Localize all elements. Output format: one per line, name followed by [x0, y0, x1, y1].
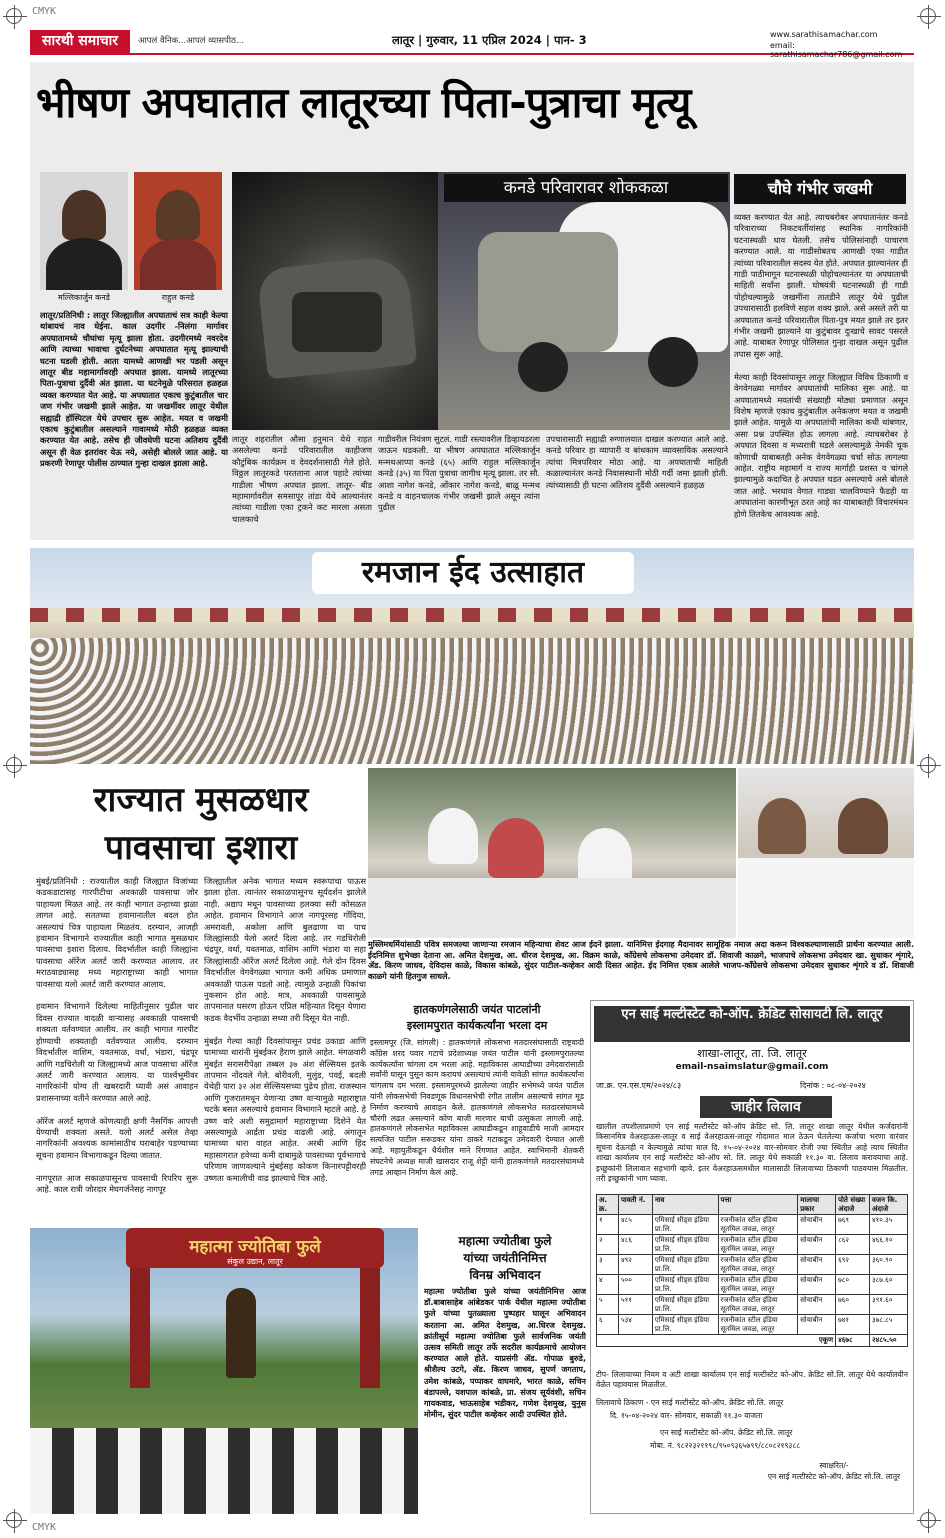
banner-grief: कनडे परिवारावर शोककळा — [444, 174, 728, 202]
website-link[interactable]: www.sarathisamachar.com — [770, 30, 878, 39]
table-cell: २ — [597, 1235, 619, 1255]
credit-venue: लिलावाचे ठिकाण - एन साई मल्टीस्टेट को-ऑप. क्रेडिट सो.लि. लातूर — [596, 1398, 784, 1407]
masthead — [30, 30, 914, 59]
table-row — [597, 1275, 908, 1295]
registration-mark-icon — [6, 1512, 22, 1528]
table-cell: ४९२ — [618, 1255, 652, 1275]
table-cell: ७८० — [836, 1275, 870, 1295]
table-row — [597, 1295, 908, 1315]
credit-date: दिनांक : ०८-०४-२०२४ — [800, 1081, 866, 1090]
table-cell: रजनीकांत स्टील इंडिया सूतमिल जवळ, लातूर — [718, 1295, 798, 1315]
table-cell: सोयाबीन — [798, 1315, 836, 1335]
table-cell: ६९२ — [836, 1255, 870, 1275]
credit-note: टीप- लिलावाच्या नियम व अटी शाखा कार्यालय एन साई मल्टीस्टेट को-ऑप. क्रेडिट सो.लि. लातूर येथे कार्यालयीन वेळेत पहावयास मिळतील. — [596, 1370, 908, 1390]
table-cell: ३८७.६० — [870, 1275, 908, 1295]
jayant-headline-line1: हातकणंगलेसाठी जयंत पाटलांनी — [413, 1003, 541, 1016]
registration-mark-icon — [920, 757, 936, 773]
th-address: पत्ता — [718, 1195, 798, 1215]
table-cell: रजनीकांत स्टील इंडिया सूतमिल जवळ, लातूर — [718, 1215, 798, 1235]
table-cell: ३९१.६० — [870, 1295, 908, 1315]
th-name: नाव — [652, 1195, 718, 1215]
registration-mark-icon — [920, 1512, 936, 1528]
table-cell: ६ — [597, 1315, 619, 1335]
phule-headline-line3: विनम्र अभिवादन — [469, 1268, 541, 1282]
phule-arch-subtext: संकुल उद्यान, लातूर — [227, 1257, 283, 1266]
tagline: आपलं वैनिक...आपलं व्यासपीठ... — [138, 36, 245, 46]
accident-col3: गाडीवरील नियंत्रण सुटलं. गाडी रस्त्यावरील डिव्हायडरला जाऊन धडकली. या भीषण अपघातात मल्लिकार्जुन मन्मथआप्पा कनडे (६५) आणि राहुल मल्लिकार्जुन कनडे (३५) या पिता पुत्राचा जागीच मृत्यू झाला. तर सौ. आशा नागेश कनडे, ओंकार नागेश कनडे, बाळू मन्मथ कनडे व वाहनचालक गंभीर जखमी झाले असून त्यांना पुढील — [378, 434, 540, 513]
table-cell: ३७८.८५ — [870, 1315, 908, 1335]
table-cell: ८६२ — [836, 1235, 870, 1255]
table-cell: ५ — [597, 1295, 619, 1315]
dateline: लातूर | गुरुवार, 11 एप्रिल 2024 | पान- 3 — [392, 33, 587, 47]
table-total-weight: २४८५.५० — [870, 1335, 908, 1347]
table-cell: १ — [597, 1215, 619, 1235]
credit-body: खालील तपशीलाप्रमाणे एन साई मल्टीस्टेट को-ऑप क्रेडिट सो. लि. लातूर शाखा लातूर येथील कर्जदारांनी किसानमित्र वेअरहाऊस-लातूर व साई वेअरहाऊस-लातूर गोदामात माल ठेऊन घेतलेल्या कर्जाचा भरणा वारंवार सूचना देऊनही न केल्यामुळे त्यांचा माल दि. १५-०४-२०२४ वार-सोमवार रोजी ज्या स्थितीत आहे त्याच स्थितीत शाखा कार्यालय एन साई मल्टीस्टेट को-ऑप सो. लि. लातूर येथे सकाळी ११.३० वा. लिलाव करावयाचा आहे. इच्छुकांनी लिलावात सहभागी व्हावे. इतर वेअरहाऊसमधील मालासाठी लिलावाच्या ठिकाणी पाठवयास मिळतील. तरी इच्छुकांनी भाग घ्यावा. — [596, 1122, 908, 1184]
phule-body: महात्मा ज्योतीबा फुले यांच्या जयंतीनिमित्त आज डॉ.बाबासाहेब आंबेडकर पार्क येथील महात्मा ज्योतीबा फुले यांच्या पुतळ्याला पुष्पहार घालून अभिवादन करताना आ. अमित देशमुख, आ.धिरज देशमुख. क्रांतीसूर्य महात्मा ज्योतिबा फुले सार्वजनिक जयंती उत्सव समिती लातूर तर्फे सदरील कार्यक्रमाचे आयोजन करण्यात आले होते. याप्रसंगी ॲड. गोपाळ बुरुडे, श्रीशैल्य उटगे, ॲड. किरण जाधव, सुपर्ण जगताप, उमेश कांबळे, पप्पाकर वाघमारे, भारत काळे, सचिन बंडापल्ले, यशपाल कांबळे, प्रा. संजय सूर्यवंशी, सचिन गायकवाड, भाऊसाहेब भडीकर, गणेश देशमुख, युनुस मोमीन, सुंदर पाटील कव्हेकर आदी उपस्थित होते. — [424, 1287, 586, 1420]
th-receipt: पावती नं. — [618, 1195, 652, 1215]
accident-col1: लातूर/प्रतिनिधी : लातूर जिल्ह्यातील अपघाताचं सत्र काही केल्या थांबायचं नाव घेईना. काल उदगीर -निलंगा मार्गावर अपघातामध्ये चौघांचा मृत्यू झाला होता. उदगीरमध्ये नवरदेव आणि त्याच्या भावाचा दुर्घटनेच्या अपघातात मृत्यू झाल्याची घटना घडली होती. आता यामध्ये आणखी भर पडली असून लातूर बीड महामार्गावरही अपघात झाला. यामध्ये लातूरच्या पिता-पुत्राचा दुर्दैवी अंत झाला. या घटनेमुळे परिसरात हळहळ व्यक्त करण्यात येत आहे. या अपघातात एकाच कुटुंबातील चार जण गंभीर जखमी झाले आहेत. या जखमींवर लातूर येथील सह्याद्री हॉस्पिटल येथे उपचार सुरू आहेत. मयत व जखमी एकाच कुटुंबातील असल्याने गावामध्ये मोठी हळहळ व्यक्त करण्यात येत आहे. तसेच ही जीवघेणी घटना अतिशय दुर्दैवी असून ही वेळ इतरांवर येऊ नये, असेही बोलले जात आहे. या प्रकरणी रेणापूर पोलीस ठाण्यात गुन्हा दाखल झाला आहे. — [40, 310, 228, 469]
table-cell: ५०० — [618, 1275, 652, 1295]
rain-headline-line1: राज्यात मुसळधार — [93, 780, 309, 820]
phule-arch-text: महात्मा ज्योतिबा फुले — [189, 1237, 321, 1257]
portrait-caption-rahul: राहुल कनडे — [161, 293, 195, 302]
jayant-headline-line2: इस्लामपुरात कार्यकर्त्यांना भरला दम — [406, 1019, 548, 1032]
table-cell: ४८५ — [618, 1215, 652, 1235]
table-row — [597, 1255, 908, 1275]
table-cell: एमिसाई सीड्स इंडिया प्रा.लि. — [652, 1215, 718, 1235]
eid-caption: मुस्लिमधर्मियांसाठी पवित्र समजल्या जाणाऱ्या रमजान महिन्याचा शेवट आज ईदने झाला. यानिमित्त ईदगाह मैदानावर सामूहिक नमाज अदा करून विश्वकल्याणासाठी प्रार्थना करण्यात आली. ईदनिमित्त शुभेच्छा देताना आ. अमित देशमुख, आ. धीरज देशमुख, आ. विक्रम काळे, काँग्रेसचे लोकसभा उमेदवार डॉ. शिवाजी काळगे, भाजपाचे लोकसभा उमेदवार खा. सुधाकर शृंगारे, ॲड. किरण जाधव, देविदास काळे, विकास कांबळे, सुंदर पाटील-कव्हेकर आदी दिसत आहेत. ईद निमित्त एकत्र आलेले भाजप-काँग्रेसचे लोकसभा उमेदवार सुधाकर शृंगारे व डॉ. शिवाजी काळगे यांनी हितगुज साधले. — [368, 940, 914, 981]
credit-title: एन साई मल्टीस्टेट को-ऑप. क्रेडिट सोसायटी लि. लातूर — [594, 1006, 910, 1042]
table-cell: ७६० — [836, 1295, 870, 1315]
credit-ref-no: जा.क्र. एन.एस.एम/२०२४/८३ — [596, 1081, 682, 1090]
credit-auction-table — [596, 1194, 908, 1347]
table-total-bags: ४६७८ — [836, 1335, 870, 1347]
accident-headline: भीषण अपघातात लातूरच्या पिता-पुत्राचा मृत्यू — [36, 78, 691, 127]
table-cell: ४ — [597, 1275, 619, 1295]
eid-greeting-photo-1 — [368, 768, 736, 938]
accident-photo-night — [232, 172, 438, 430]
table-cell: एमिसाई सीड्स इंडिया प्रा.लि. — [652, 1295, 718, 1315]
portrait-rahul — [134, 172, 222, 290]
credit-phone: मोबा. नं. ९८२२३२११९८/९५०९३६५७९९/८८०८२१९३८८ — [650, 1441, 801, 1450]
th-bags: पोते संख्या अंदाजे — [836, 1195, 870, 1215]
table-cell: रजनीकांत स्टील इंडिया सूतमिल जवळ, लातूर — [718, 1255, 798, 1275]
cmyk-mark-bottom: CMYK — [32, 1522, 57, 1533]
table-row — [597, 1235, 908, 1255]
eid-greeting-photo-2 — [738, 768, 914, 938]
table-cell: ७६९ — [836, 1215, 870, 1235]
credit-email[interactable]: email-nsaimslatur@gmail.com — [675, 1062, 829, 1072]
jayant-body: इस्लामपूर (जि. सांगली) : हातकणंगले लोकसभा मतदारसंघासाठी राष्ट्रवादी काँग्रेस शरद पवार गटाचे प्रदेशाध्यक्ष जयंत पाटील यांनी इस्लामपुरातल्या कार्यकर्त्यांना चांगला दम भरला आहे. महाविकास आघाडीच्या उमेदवारांसाठी सर्वांनी घासून पुसून काम करायचं असल्याचं त्यांनी यावेळी सांगत कार्यकर्त्यांना चांगलाच दम भरला. इस्लामपूरमध्ये झालेल्या जाहीर सभेमध्ये जयंत पाटील यांनी लोकसभेची निवडणूक विधानसभेची रंगीत तालीम असल्याचे सांगत मूड निर्माण करण्याचे आवाहन केले. हातकणंगले लोकसभेत मतदारसंघामध्ये चौरंगी लढत असल्याने कोण बाजी मारणार याची उत्सुकता लागली आहे. हातकणंगले लोकसभेत महाविकास आघाडीकडून शाहूवाडीचे माजी आमदार सत्यजित पाटील सरूडकर यांना ठाकरे गटाकडून उमेदवारी देण्यात आली आहे. महायुतीकडून धैर्यशील माने रिंगणात आहेत. स्वाभिमानी शेतकरी संघटनेचे अध्यक्ष माजी खासदार राजू शेट्टी यांनी हातकणंगले मतदारसंघामध्ये तगडं आव्हान निर्माण केलं आहे. — [370, 1038, 584, 1177]
rain-headline-line2: पावसाचा इशारा — [104, 828, 298, 868]
table-cell: ३६०.९० — [870, 1255, 908, 1275]
table-cell: एमिसाई सीड्स इंडिया प्रा.लि. — [652, 1275, 718, 1295]
table-cell: ५११ — [618, 1295, 652, 1315]
phule-statue-photo — [30, 1228, 418, 1514]
table-cell: एमिसाई सीड्स इंडिया प्रा.लि. — [652, 1255, 718, 1275]
accident-col2: लातूर शहरातील औसा हनुमान येथे राहत असलेल्या कनडे परिवारातील काहीजण कौटुंबिक कार्यक्रम व देवदर्शनासाठी गेले होते. विठ्ठल लातूरकडे परतताना आज पहाटे त्यांच्या गाडीला भीषण अपघात झाला. लातूर- बीड महामार्गावरील समसापूर तांडा येथे आल्यानंतर त्यांच्या गाडीला एका ट्रकने कट मारला असता चालकाचे — [232, 434, 372, 524]
table-cell: एमिसाई सीड्स इंडिया प्रा.लि. — [652, 1235, 718, 1255]
registration-mark-icon — [6, 8, 22, 24]
table-cell: रजनीकांत स्टील इंडिया सूतमिल जवळ, लातूर — [718, 1235, 798, 1255]
rain-col2: जिल्ह्यातील अनेक भागात मध्यम स्वरूपाचा पाऊस झाला होता. त्यानंतर सकाळपासूनच सूर्यदर्शन झालेले नाही. अद्याप मधून पावसाच्या हलक्या सरी कोसळत आहेत. हवामान विभागाने आज नागपूरसह गोंदिया, अमरावती, अकोला आणि बुलढाणा या पाच जिल्ह्यांसाठी येलो अलर्ट दिला आहे. तर गडचिरोली चंद्रपूर, वर्धा, यवतमाळ, वाशिम आणि भंडारा या सहा जिल्ह्यांसाठी ऑरेंज अलर्ट दिलेला आहे. गेले दोन दिवस विदर्भातील वेगवेगळ्या भागात कमी अधिक प्रमाणात अवकाळी पाऊस पडतो आहे. त्यामुळे उन्हाळी पिकांचा नुकसान होत आहे. मात्र, अवकाळी पावसामुळे तापमानात घसरण होऊन एप्रिल महिन्यात दिसून येणारा कडक वैदर्भीय उन्हाळा सध्या तरी दिसून येत नाही. मुंबईत गेल्या काही दिवसांपासून प्रचंड उकाडा आणि घामाच्या धारांनी मुंबईकर हैराण झाले आहेत. मंगळवारी मुंबईत सरासरीपेक्षा तब्बल ३७ अंश सेल्सियस इतके तापमान नोंदवले गेले. बोरीवली, मुलुंड, पवई, बदली येथेही पारा ३२ अंश सेल्सियसच्या पुढेच होता. राजस्थान आणि गुजरातमधून येणाऱ्या उष्ण वाऱ्यामुळे महाराष्ट्रात चटके बसत असल्याचे हवामान विभागाने म्हटले आहे. हे उष्ण वारे अशी समुद्रामार्ग महाराष्ट्राच्या दिशेने येत असल्यामुळे आर्द्रता प्रचंड वाढली आहे. अंगातून घामाच्या धारा वाहत आहेत. अरबी आणि हिंद महासागरात हवेच्या कमी दाबामुळे पावसाच्या पूर्वभागाचे परिणाम जाणवल्याने मुंबईसह कोकण किनारपट्टीवरही उष्णता कमालीची वाढ झाल्याचे चित्र आहे. — [204, 876, 366, 1183]
table-cell: ४६६.१० — [870, 1235, 908, 1255]
table-cell: सोयाबीन — [798, 1215, 836, 1235]
cmyk-mark-top: CMYK — [32, 6, 57, 17]
table-cell: ५३४ — [618, 1315, 652, 1335]
portrait-caption-mallikarjun: मल्लिकार्जुन कनडे — [58, 293, 110, 302]
th-serial: अ. क्र. — [597, 1195, 619, 1215]
th-goods-type: मालाचा प्रकार — [798, 1195, 836, 1215]
portrait-mallikarjun — [40, 172, 128, 290]
accident-col4: उपचारासाठी सह्याद्री रुग्णालयात दाखल करण्यात आले आहे. कनडे परिवार हा व्यापारी व बांधकाम व्यावसायिक असल्याने त्यांचा मित्रपरिवार मोठा आहे. या अपघाताची माहिती कळाल्यानंतर कनडे निवासस्थानी मोठी गर्दी जमा झाली होती. त्यांच्यासाठी ही घटना अतिशय दुर्दैवी असल्याने हळहळ — [546, 434, 728, 490]
table-cell: ३ — [597, 1255, 619, 1275]
email-link[interactable]: email: sarathisamachar786@gmail.com — [770, 41, 903, 59]
table-cell: सोयाबीन — [798, 1255, 836, 1275]
table-cell: ७४१ — [836, 1315, 870, 1335]
credit-address: एन साई मल्टीस्टेट को-ऑप. क्रेडिट सो.लि. लातूर — [660, 1428, 793, 1437]
phule-headline-line2: यांच्या जयंतीनिमित्त — [463, 1251, 547, 1265]
table-cell: ४१०.३५ — [870, 1215, 908, 1235]
table-total-row — [597, 1335, 908, 1347]
credit-signature: स्वाक्षरित/- एन साई मल्टीस्टेट को-ऑप. क्रेडिट सो.लि. लातूर — [767, 1461, 901, 1481]
brand-logo: सारथी समाचार — [30, 30, 130, 53]
accident-photo-day — [438, 172, 730, 430]
credit-schedule: दि. १५-०४-२०२४ वार- सोमवार, सकाळी ११.३० वाजता — [610, 1411, 763, 1420]
registration-mark-icon — [6, 757, 22, 773]
credit-branch: शाखा-लातूर, ता. जि. लातूर — [697, 1047, 807, 1060]
table-row — [597, 1315, 908, 1335]
table-row — [597, 1215, 908, 1235]
table-cell: रजनीकांत स्टील इंडिया सूतमिल जवळ, लातूर — [718, 1275, 798, 1295]
eid-title: रमजान ईद उत्साहात — [312, 552, 634, 594]
th-weight: वजन कि. अंदाजे — [870, 1195, 908, 1215]
table-cell: ४८६ — [618, 1235, 652, 1255]
registration-mark-icon — [920, 8, 936, 24]
table-cell: सोयाबीन — [798, 1295, 836, 1315]
accident-col5: व्यक्त करण्यात येत आहे. त्याचबरोबर अपघातानंतर कनडे परिवाराच्या निकटवर्तीयांसह स्थानिक नागरिकांनी घटनास्थळी धाव घेतली. तसेच पोलिसांनाही पाचारण करण्यात आले. या गाडीसोबतच आणखी एका गाडीत त्यांच्या परिवारातील सदस्य येत होते. अपघात झाल्यानंतर ही गाडी पाठीमागून घटनास्थळी पोहोचल्यानंतर या अपघाताची माहिती सर्वांना झाली. घोषयंत्री घटनास्थळी ही गाडी पोहोचल्यामुळे जखमींना तातडीने लातूर येथे पुढील उपचारासाठी हलविणे सहज शक्य झाले. असे असले तरी या अपघातात कनडे परिवारातील पिता-पुत्र मयत झाले तर इतर गंभीर जखमी झाल्याने या कुटुंबावर दुःखाचे सावट पसरले आहे. याबाबत रेणापूर पोलिसात गुन्हा दाखल असून पुढील तपास सुरू आहे. मेल्या काही दिवसांपासून लातूर जिल्ह्यात विविध ठिकाणी व वेगवेगळ्या मार्गावर अपघातांची मालिका सुरू आहे. या अपघातामध्ये मयतांची संख्याही मोठ्या प्रमाणात असून विशेष म्हणजे एकाच कुटुंबातील अनेकजण मयत व जखमी झाले आहेत. यामुळे या अपघातांची मालिका कधी थांबणार, असा प्रश्न उपस्थित होऊ लागला आहे. त्याचबरोबर हे अपघात दिवसा व मध्यरात्री घडले असल्यामुळे नेमकी चूक कोणाची याबाबतही अनेक वेगवेगळ्या चर्चा सोऊ लागल्या आहेत. राष्ट्रीय महामार्ग व राज्य मार्गाही प्रशस्त व चांगले झाल्यामुळे कदाचित हे अपघात घडत असल्याचे असे बोलले जात आहे. भरधाव वेगात गाड्या चालविण्याने फैडही या अपघातांना कारणीभूत ठरत आहे का याबाबतही विचारमंथन होणे तितकेच आवश्यक आहे. — [734, 212, 908, 519]
banner-injured: चौघे गंभीर जखमी — [734, 174, 906, 204]
table-cell: सोयाबीन — [798, 1235, 836, 1255]
rain-col1: मुंबई/प्रतिनिधी : राज्यातील काही जिल्ह्यात विजांच्या कडकडाटासह गारपीटीचा अवकाळी पावसाचा जोर पाहायला मिळत आहे. तर काही भागात उन्हाच्या झळा लागत आहे. सततच्या हवामानातील बदल होत असल्याचं चित्र पाहायला मिळतंय. दरम्यान, आजही हवामान विभागाने राज्यातील काही भागात मुसळधार पावसाचा इशारा दिलाय. विदर्भातील काही जिल्ह्यांना पावसाचा ऑरेंज अलर्ट जारी करण्यात आलाय. तर मराठवाड्यासह मध्य महाराष्ट्राच्या काही भागात पावसाचा यलो अलर्ट जारी करण्यात आलाय. हवामान विभागाने दिलेल्या माहितीनुसार पुढील चार दिवस राज्यात वादळी वाऱ्यासह अवकाळी पावसाची शक्यता वर्तवण्यात आलीय. तर काही भागात गारपीट होण्याची शक्यताही वर्तवण्यात आलीय. दरम्यान विदर्भातील वाशिम, यवतमाळ, वर्धा, भंडारा, चंद्रपूर आणि गडचिरोली या जिल्ह्यामध्ये आज पावसाचा ऑरेंज अलर्ट जारी करण्यात आलाय. या पार्श्वभूमीवर नागरिकांनी योग्य ती खबरदारी घ्यावी असं आवाहन प्रशासनाच्या वतीने करण्यात आले आहे. ऑरेंज अलर्ट म्हणजे कोणत्याही क्षणी नैसर्गिक आपत्ती येण्याची शक्यता असते. यलो अलर्ट असेल तेव्हा नागरिकांनी अवश्यक कामांसाठीच घराबाहेर पडण्याच्या सूचना हवामान विभागाकडून दिल्या जातात. नागपूरात आज सकाळपासूनच पावसाची रिपरिप सुरू आहे. काल रात्री जोरदार मेघगर्जनेसह नागपूर — [36, 876, 198, 1194]
table-cell: सोयाबीन — [798, 1275, 836, 1295]
phule-headline-line1: महात्मा ज्योतीबा फुले — [458, 1234, 552, 1248]
table-cell: रजनीकांत स्टील इंडिया सूतमिल जवळ, लातूर — [718, 1315, 798, 1335]
credit-notice-title: जाहीर लिलाव — [700, 1096, 832, 1118]
table-cell: एमिसाई सीड्स इंडिया प्रा.लि. — [652, 1315, 718, 1335]
table-total-label: एकूण — [597, 1335, 836, 1347]
